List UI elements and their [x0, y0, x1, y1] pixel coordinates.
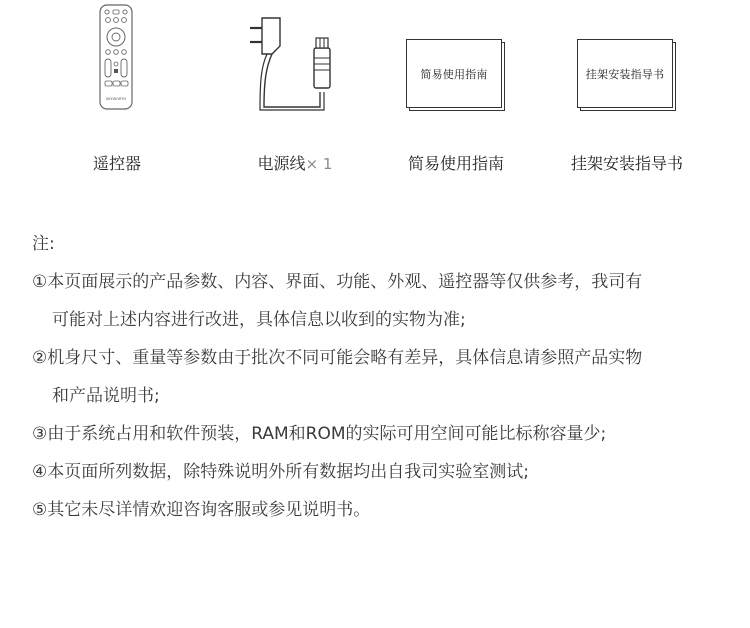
- note-line: ⑤其它未尽详情欢迎咨询客服或参见说明书。: [32, 500, 371, 520]
- note-line: 可能对上述内容进行改进，具体信息以收到的实物为准;: [52, 310, 466, 330]
- note-line: ②机身尺寸、重量等参数由于批次不同可能会略有差异，具体信息请参照产品实物: [32, 348, 643, 368]
- note-line: ④本页面所列数据，除特殊说明外所有数据均出自我司实验室测试;: [32, 462, 529, 482]
- remote-control-icon: [99, 4, 133, 114]
- caption-mount-guide: [571, 151, 683, 174]
- caption-remote: [93, 151, 141, 174]
- remote-brand: SKYWORTH: [105, 97, 127, 101]
- mount-guide-booklet: [577, 39, 673, 108]
- notes-section: [32, 225, 744, 529]
- mount-guide-booklet-title: 挂架安装指导书: [585, 67, 665, 81]
- note-line: 和产品说明书;: [52, 386, 160, 406]
- caption-quick-guide: [408, 151, 504, 174]
- quick-guide-booklet: [406, 39, 502, 108]
- caption-power-cable: [258, 151, 333, 174]
- note-line: ①本页面展示的产品参数、内容、界面、功能、外观、遥控器等仅供参考，我司有: [32, 272, 643, 292]
- caption-quick-guide-text: 简易使用指南: [407, 154, 505, 173]
- caption-remote-text: 遥控器: [92, 154, 142, 173]
- caption-mount-guide-text: 挂架安装指导书: [570, 154, 684, 173]
- notes-title: 注:: [32, 234, 55, 254]
- power-cable-icon: [250, 12, 340, 116]
- caption-power-cable-text: 电源线: [257, 154, 306, 173]
- caption-power-cable-qty: × 1: [305, 155, 333, 173]
- note-line: ③由于系统占用和软件预装，RAM和ROM的实际可用空间可能比标称容量少;: [32, 424, 607, 444]
- quick-guide-booklet-title: 简易使用指南: [420, 67, 488, 81]
